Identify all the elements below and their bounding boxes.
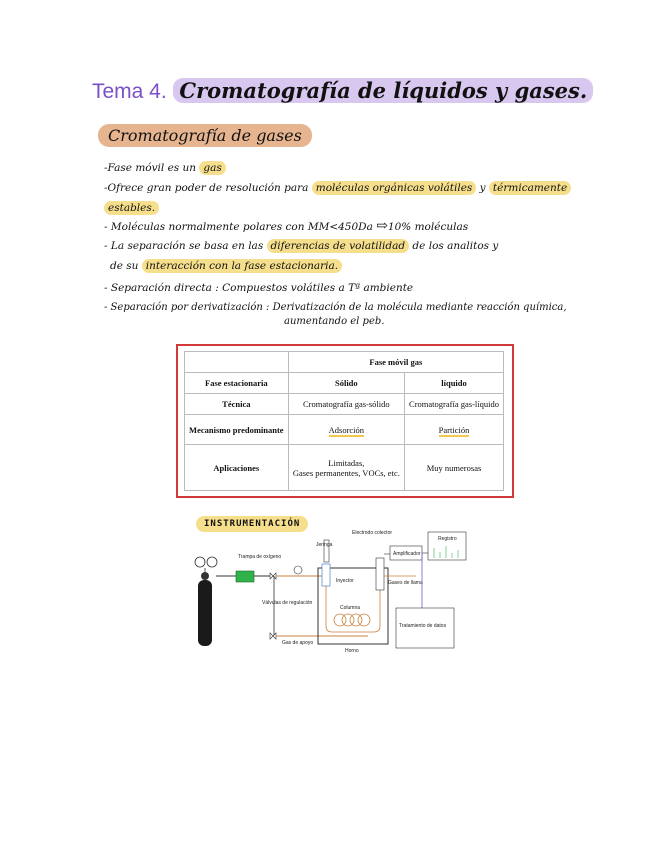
cylinder-valve-icon	[201, 572, 209, 580]
note-4-line2	[110, 260, 342, 272]
highlight: gas	[199, 161, 225, 175]
highlight: Partición	[438, 424, 470, 435]
table-row	[185, 445, 504, 491]
label-amplificador: Amplificador	[393, 551, 421, 557]
note-text: - La separación se basa en las	[104, 240, 267, 252]
label-registro: Registro	[438, 536, 457, 542]
label-inyector: Inyector	[336, 578, 354, 584]
table-cell-empty	[185, 352, 289, 373]
highlight: térmicamente	[489, 181, 571, 195]
note-5	[104, 282, 413, 294]
table-cell: Cromatografía gas-líquido	[405, 394, 504, 415]
highlight: moléculas orgánicas volátiles	[312, 181, 477, 195]
note-3	[104, 218, 468, 234]
label-jeringa: Jeringa	[316, 542, 333, 548]
pressure-gauge-icon	[294, 566, 302, 574]
table-row	[185, 415, 504, 445]
comparison-table-box	[176, 344, 514, 498]
instrumentacion-label: INSTRUMENTACIÓN	[196, 516, 308, 532]
table-header: Fase estacionaria	[185, 373, 289, 394]
table-header: líquido	[405, 373, 504, 394]
note-6	[104, 302, 567, 313]
note-4	[104, 240, 498, 252]
note-2-line2	[104, 202, 159, 214]
label-tratamiento: Tratamiento de datos	[399, 623, 447, 629]
pressure-gauge-icon	[207, 557, 217, 567]
table-cell	[405, 415, 504, 445]
note-text: -Fase móvil es un	[104, 162, 200, 174]
table-row	[185, 394, 504, 415]
comparison-table	[184, 351, 504, 491]
highlight: estables.	[104, 201, 159, 215]
table-cell: Cromatografía gas-sólido	[288, 394, 404, 415]
note-text: de los analitos y	[409, 240, 499, 252]
note-text: - Separación por derivatización : Derivatización de la molécula mediante reacción química,	[104, 302, 567, 313]
label-valvulas: Válvulas de regulación	[262, 600, 313, 606]
highlight: Adsorción	[328, 424, 365, 435]
table-row-label: Mecanismo predominante	[185, 415, 289, 445]
highlight: interacción con la fase estacionaria.	[142, 259, 342, 273]
detector	[376, 558, 384, 590]
pressure-gauge-icon	[195, 557, 205, 567]
gc-instrument-diagram	[190, 528, 490, 658]
injector	[322, 564, 330, 586]
note-1	[104, 162, 226, 174]
label-columna: Columna	[340, 605, 361, 611]
valve-icon	[270, 573, 276, 579]
note-text: - Separación directa : Compuestos volátiles a Tª ambiente	[104, 282, 414, 294]
highlight: diferencias de volatilidad	[267, 239, 410, 253]
note-2	[104, 182, 571, 194]
table-cell: Muy numerosas	[405, 445, 504, 491]
note-text: de su	[110, 260, 142, 272]
oxygen-trap	[236, 571, 254, 582]
table-row-label: Aplicaciones	[185, 445, 289, 491]
label-trampa: Trampa de oxígeno	[238, 554, 282, 560]
note-text: aumentando el peb.	[284, 316, 385, 327]
table-cell	[288, 415, 404, 445]
label-gases: Gases de llama	[388, 580, 423, 586]
section-title: Cromatografía de gases	[98, 124, 312, 147]
label-gas-apoyo: Gas de apoyo	[282, 640, 314, 646]
note-text: y	[476, 182, 489, 194]
gas-cylinder	[198, 580, 212, 646]
valve-icon	[270, 633, 276, 639]
note-text: - Moléculas normalmente polares con MM<450Da	[104, 221, 377, 233]
table-header-top: Fase móvil gas	[288, 352, 503, 373]
title-main: Cromatografía de líquidos y gases.	[173, 78, 593, 103]
table-cell: Limitadas, Gases permanentes, VOCs, etc.	[288, 445, 404, 491]
arrow-icon: ⇨	[376, 218, 388, 234]
title-tema: Tema 4.	[92, 80, 167, 103]
note-text: -Ofrece gran poder de resolución para	[104, 182, 312, 194]
page-title	[92, 78, 593, 104]
note-text: 10% moléculas	[387, 221, 469, 233]
table-header: Sólido	[288, 373, 404, 394]
label-electrodo: Electrodo colector	[352, 530, 393, 536]
note-6-line2	[284, 316, 384, 327]
label-horno: Horno	[345, 648, 359, 654]
table-row-label: Técnica	[185, 394, 289, 415]
